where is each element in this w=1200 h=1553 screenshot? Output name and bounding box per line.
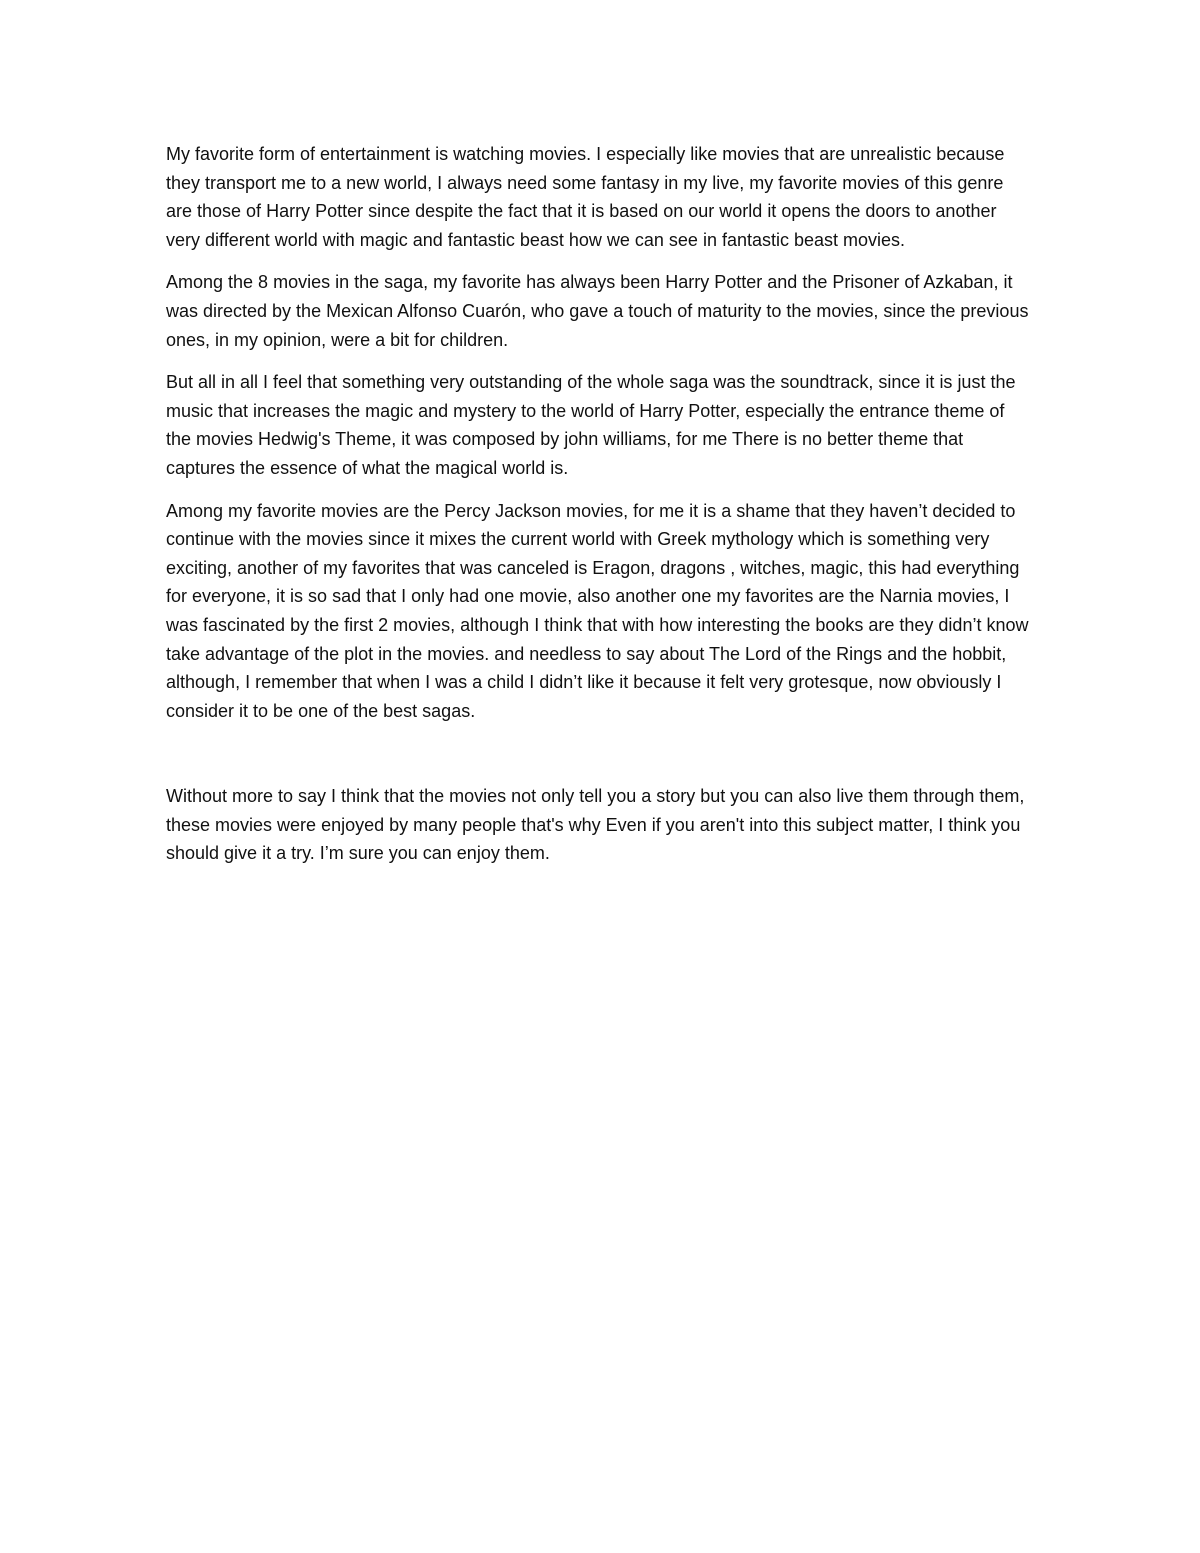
paragraph-favorite-entertainment: My favorite form of entertainment is watching movies. I especially like movies that are unrealistic because they transport me to a new world, I always need some fantasy in my live, my favorite movies of this genre are those of Harry Potter since despite the fact that it is based on our world it opens the doors to another very different world with magic and fantastic beast how we can see in fantastic beast movies. bbox=[166, 144, 1005, 250]
paragraph-soundtrack: But all in all I feel that something very outstanding of the whole saga was the soundtrack, since it is just the music that increases the magic and mystery to the world of Harry Potter, especially the entrance theme of the movies Hedwig's Theme, it was composed by john williams, for me There is no better theme that captures the essence of what the magical world is. bbox=[166, 372, 1016, 478]
paragraph-conclusion: Without more to say I think that the movies not only tell you a story but you can also live them through them, these movies were enjoyed by many people that's why Even if you aren't into this subject matter, I think you should give it a try. I’m sure you can enjoy them. bbox=[166, 786, 1025, 864]
paragraph-prisoner-of-azkaban: Among the 8 movies in the saga, my favorite has always been Harry Potter and the Prisoner of Azkaban, it was directed by the Mexican Alfonso Cuarón, who gave a touch of maturity to the movies, since the previous ones, in my opinion, were a bit for children. bbox=[166, 272, 1029, 350]
paragraph-other-favorites: Among my favorite movies are the Percy Jackson movies, for me it is a shame that they haven’t decided to continue with the movies since it mixes the current world with Greek mythology which is something very exciting, another of my favorites that was canceled is Eragon, dragons , witches, magic, this had everything for everyone, it is so sad that I only had one movie, also another one my favorites are the Narnia movies, I was fascinated by the first 2 movies, although I think that with how interesting the books are they didn’t know take advantage of the plot in the movies. and needless to say about The Lord of the Rings and the hobbit, although, I remember that when I was a child I didn’t like it because it felt very grotesque, now obviously I consider it to be one of the best sagas. bbox=[166, 500, 1029, 721]
document-body bbox=[166, 140, 1034, 882]
